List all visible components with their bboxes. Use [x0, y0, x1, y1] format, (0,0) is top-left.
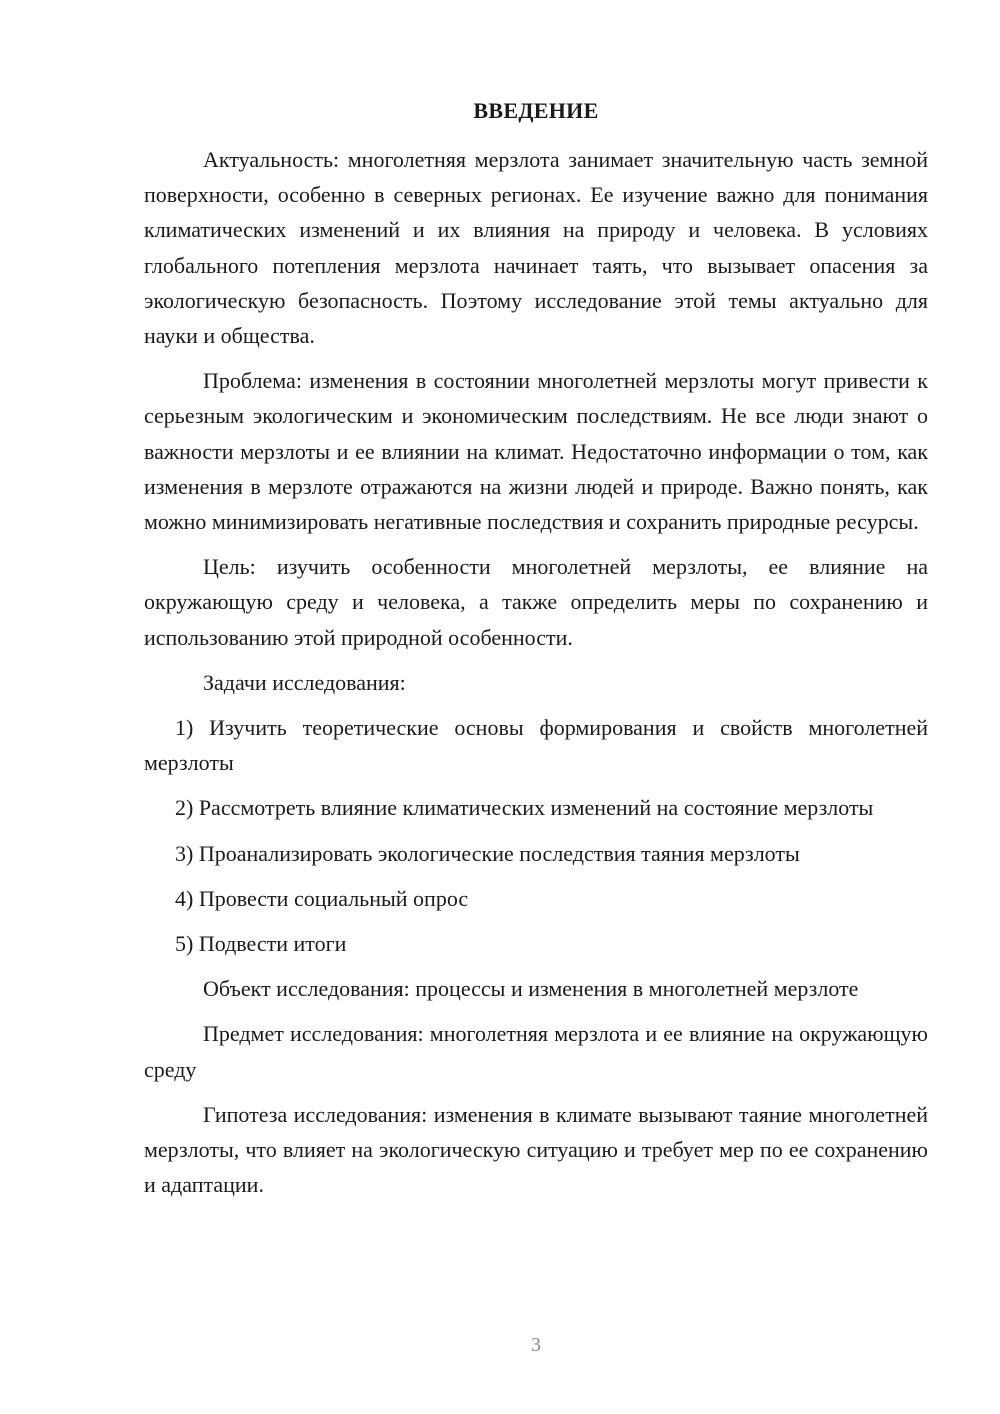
page-content	[144, 96, 928, 1212]
page-number: 3	[531, 1334, 541, 1356]
task-item-3: 3) Проанализировать экологические последствия таяния мерзлоты	[175, 840, 800, 866]
task-item-1: 1) Изучить теоретические основы формирования и свойств многолетней мерзлоты	[144, 715, 928, 776]
task-item-4: 4) Провести социальный опрос	[175, 885, 469, 911]
paragraph-subject: Предмет исследования: многолетняя мерзлота и ее влияние на окружающую среду	[144, 1021, 928, 1082]
section-title: ВВЕДЕНИЕ	[473, 98, 599, 123]
task-item-5: 5) Подвести итоги	[175, 931, 347, 957]
paragraph-problem: Проблема: изменения в состоянии многолетней мерзлоты могут привести к серьезным экологическим и экономическим последствиям. Не все люди знают о важности мерзлоты и ее влиянии на климат. Недостаточно информации о том, как изменения в мерзлоте отражаются на жизни людей и природе. Важно понять, как можно минимизировать негативные последствия и сохранить природные ресурсы.	[144, 368, 928, 535]
paragraph-goal: Цель: изучить особенности многолетней мерзлоты, ее влияние на окружающую среду и человека, а также определить меры по сохранению и использованию этой природной особенности.	[144, 554, 928, 650]
paragraph-hypothesis: Гипотеза исследования: изменения в климате вызывают таяние многолетней мерзлоты, что влияет на экологическую ситуацию и требует мер по ее сохранению и адаптации.	[144, 1101, 928, 1198]
tasks-heading: Задачи исследования:	[203, 669, 406, 695]
paragraph-object: Объект исследования: процессы и изменения в многолетней мерзлоте	[203, 976, 859, 1002]
task-item-2: 2) Рассмотреть влияние климатических изменений на состояние мерзлоты	[175, 795, 874, 821]
paragraph-relevance: Актуальность: многолетняя мерзлота занимает значительную часть земной поверхности, особенно в северных регионах. Ее изучение важно для понимания климатических изменений и их влияния на природу и человека. В условиях глобального потепления мерзлота начинает таять, что вызывает опасения за экологическую безопасность. Поэтому исследование этой темы актуально для науки и общества.	[144, 147, 928, 349]
